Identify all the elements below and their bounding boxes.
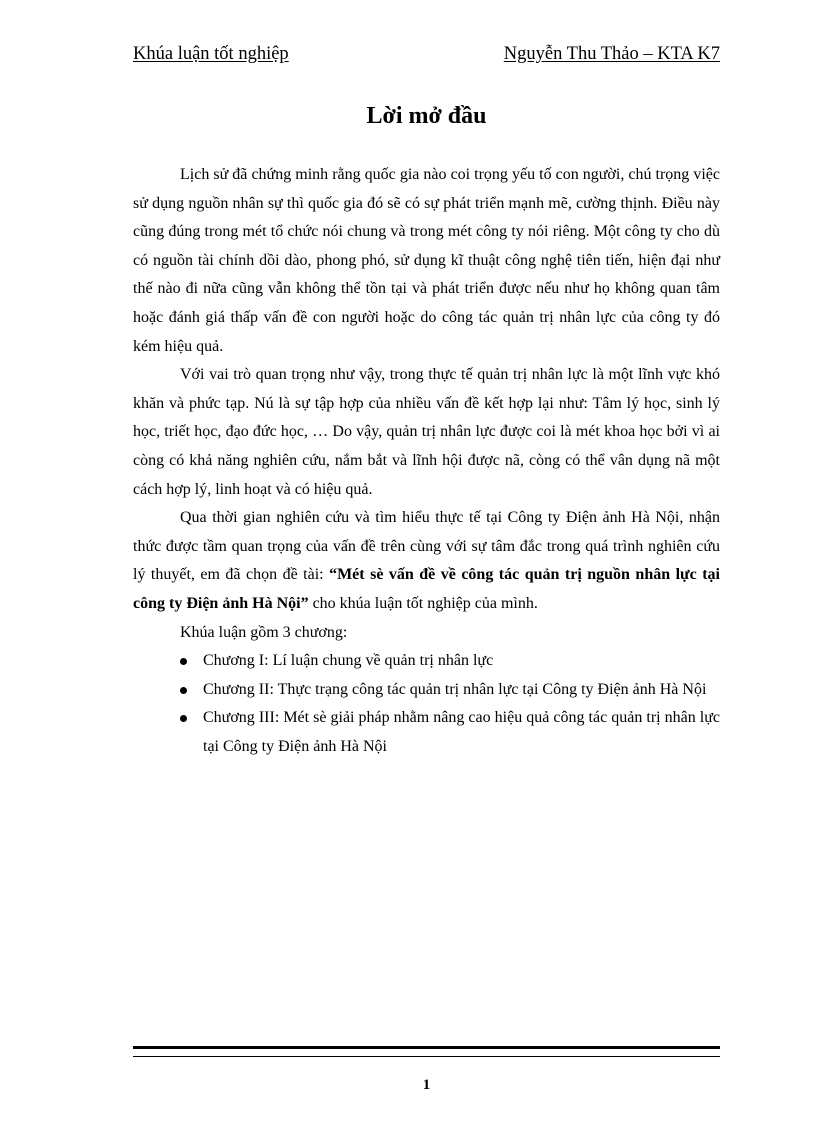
header-document-type: Khúa luận tốt nghiệp (133, 44, 289, 64)
header-author-class: Nguyễn Thu Thảo – KTA K7 (503, 44, 720, 64)
list-item (133, 647, 720, 676)
footer-divider (133, 1046, 720, 1057)
chapter-label: Chương III: Mét sè giải pháp nhằm nâng cao hiệu quả công tác quản trị nhân lực tại Công ty Điện ảnh Hà Nội (203, 709, 720, 755)
paragraph-topic (133, 504, 720, 618)
document-body (133, 161, 720, 761)
list-item (133, 676, 720, 705)
paragraph-structure: Khúa luận gồm 3 chương: (180, 623, 348, 641)
bullet-icon (180, 715, 187, 722)
bullet-icon (180, 687, 187, 694)
list-item (133, 704, 720, 761)
page-number: 1 (422, 1077, 431, 1093)
paragraph-topic-lead: Qua thời gian nghiên cứu và tìm hiểu thực tế tại Công ty Điện ảnh Hà Nội, nhận thức được tầm quan trọng của vấn đề trên cùng với sự tâm đắc trong quá trình nghiên cứu lý thuyết, em đã chọn đề tài: (133, 509, 720, 584)
page-title: Lời mở đầu (366, 103, 487, 129)
chapter-label: Chương I: Lí luận chung về quản trị nhân lực (203, 652, 494, 670)
bullet-icon (180, 658, 187, 665)
thesis-topic-title: “Mét sè vấn đề về công tác quản trị nguồn nhân lực tại công ty Điện ảnh Hà Nội” (133, 566, 720, 612)
paragraph-intro: Lịch sử đã chứng minh rằng quốc gia nào coi trọng yếu tố con người, chú trọng việc sử dụng nguồn nhân sự thì quốc gia đó sẽ có sự phát triển mạnh mẽ, cường thịnh. Điều này cũng đúng trong mét tổ chức nói chung và trong mét công ty nói riêng. Một công ty cho dù có nguồn tài chính dồi dào, phong phó, sử dụng kĩ thuật công nghệ tiên tiến, hiện đại như thế nào đi nữa cũng vẫn không thể tồn tại và phát triển được nếu như họ không quan tâm hoặc đánh giá thấp vấn đề con người hoặc do công tác quản trị nhân lực của công ty đó kém hiệu quả. (133, 166, 720, 355)
paragraph-role: Với vai trò quan trọng như vậy, trong thực tế quản trị nhân lực là một lĩnh vực khó khăn và phức tạp. Nú là sự tập hợp của nhiều vấn đề kết hợp lại như: Tâm lý học, sinh lý học, triết học, đạo đức học, … Do vậy, quản trị nhân lực được coi là mét khoa học bởi vì ai còng có khả năng nghiên cứu, nắm bắt và lĩnh hội được nã, còng có thể vân dụng nã một cách hợp lý, linh hoạt và có hiệu quả. (133, 366, 720, 498)
paragraph-topic-tail: cho khúa luận tốt nghiệp của mình. (308, 594, 538, 612)
chapter-list (133, 647, 720, 761)
chapter-label: Chương II: Thực trạng công tác quản trị nhân lực tại Công ty Điện ảnh Hà Nội (203, 680, 707, 698)
page-header (133, 42, 720, 66)
